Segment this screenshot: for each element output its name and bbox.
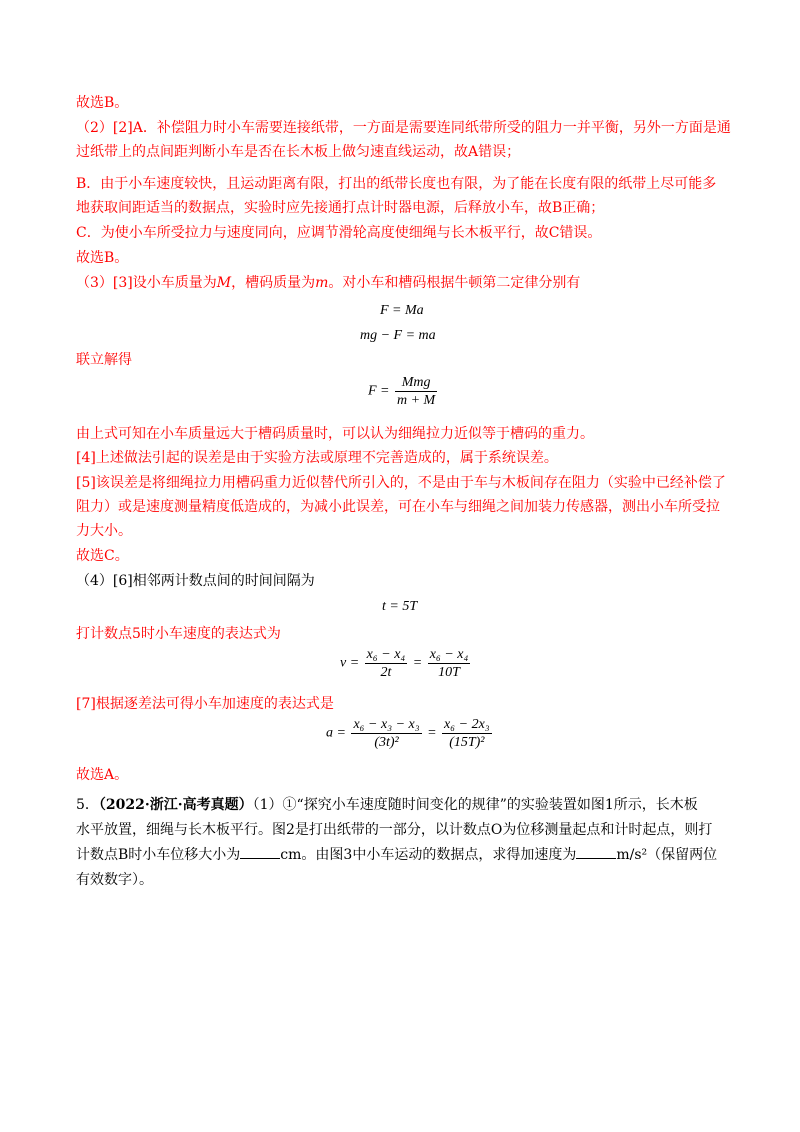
- question-line: 水平放置，细绳与长木板平行。图2是打出纸带的一部分，以计数点O为位移测量起点和计时起点，则打: [76, 822, 713, 838]
- fraction: [351, 716, 421, 751]
- question-number: 5．: [76, 797, 99, 813]
- text-line: 联立解得: [76, 352, 132, 368]
- answer-blank[interactable]: [576, 846, 616, 859]
- numerator: Mmg: [395, 374, 437, 392]
- denominator: (15T)²: [449, 735, 485, 750]
- variable: m: [315, 275, 329, 291]
- equation-newton-weight: mg − F = ma: [360, 328, 436, 343]
- text-line: [4]上述做法引起的误差是由于实验方法或原理不完善造成的，属于系统误差。: [76, 450, 558, 466]
- numerator: x₆ − 2x₃: [444, 717, 490, 732]
- text-line: 地获取间距适当的数据点，实验时应先接通打点计时器电源，后释放小车，故B正确；: [76, 200, 605, 216]
- question-source: （2022·浙江·高考真题）: [98, 797, 253, 813]
- numerator: x₆ − x₄: [429, 647, 469, 662]
- text-span: （3）[3]设小车质量为: [76, 275, 217, 291]
- eq-equals: =: [427, 725, 437, 741]
- text-span: （1）①“探究小车速度随时间变化的规律”的实验装置如图1所示，长木板: [252, 797, 698, 813]
- eq-equals: =: [412, 655, 423, 671]
- denominator: m + M: [397, 393, 436, 408]
- text-line: [5]该误差是将细绳拉力用槽码重力近似替代所引入的，不是由于车与木板间存在阻力（实验中已经补偿了: [76, 475, 726, 491]
- text-span: ，槽码质量为: [231, 275, 316, 291]
- denominator: (3t)²: [374, 735, 399, 750]
- eq-lhs: F =: [368, 383, 390, 399]
- text-line: 故选A。: [76, 767, 129, 783]
- answer-blank[interactable]: [240, 846, 280, 859]
- fraction: [442, 716, 492, 751]
- text-line: B．由于小车速度较快，且运动距离有限，打出的纸带长度也有限，为了能在长度有限的纸带上尽可能多: [76, 176, 717, 192]
- numerator: x₆ − x₃ − x₃: [353, 717, 420, 732]
- text-line: 故选B。: [76, 95, 129, 111]
- question-line: [76, 845, 717, 865]
- text-span: 计数点B时小车位移大小为: [76, 847, 241, 863]
- text-span: 。对小车和槽码根据牛顿第二定律分别有: [328, 275, 581, 291]
- text-line: 阻力）或是速度测量精度低造成的，为减小此误差，可在小车与细绳之间加装力传感器，测出小车所受拉: [76, 499, 720, 515]
- text-line: C．为使小车所受拉力与速度同向，应调节滑轮高度使细绳与长木板平行，故C错误。: [76, 225, 602, 241]
- fraction: [428, 646, 471, 681]
- equation-interval: t = 5T: [382, 599, 418, 614]
- text-line: 由上式可知在小车质量远大于槽码质量时，可以认为细绳拉力近似等于槽码的重力。: [76, 426, 594, 442]
- text-span: m/s²（保留两位: [616, 847, 718, 863]
- variable: M: [216, 275, 232, 291]
- denominator: 10T: [438, 665, 460, 680]
- text-line: （2）[2]A．补偿阻力时小车需要连接纸带，一方面是需要连同纸带所受的阻力一并平衡，另外一方面是通: [76, 120, 731, 136]
- text-line: 打计数点5时小车速度的表达式为: [76, 626, 281, 642]
- denominator: 2t: [380, 665, 392, 680]
- question-line: 有效数字）。: [76, 872, 153, 888]
- equation-acceleration: [326, 716, 494, 751]
- eq-lhs: v =: [340, 655, 360, 671]
- eq-lhs: a =: [326, 725, 346, 741]
- text-line: 故选B。: [76, 250, 129, 266]
- question-line: [76, 795, 698, 815]
- equation-velocity: [340, 646, 472, 681]
- text-line: [7]根据逐差法可得小车加速度的表达式是: [76, 696, 334, 712]
- fraction: [365, 646, 408, 681]
- numerator: x₆ − x₄: [366, 647, 406, 662]
- text-line: （4）[6]相邻两计数点间的时间间隔为: [76, 573, 315, 589]
- equation-newton-car: F = Ma: [380, 303, 424, 318]
- text-line: 过纸带上的点间距判断小车是否在长木板上做匀速直线运动，故A错误；: [76, 144, 521, 160]
- text-line: 故选C。: [76, 548, 129, 564]
- text-span: cm。由图3中小车运动的数据点，求得加速度为: [280, 847, 577, 863]
- fraction: [395, 374, 437, 409]
- equation-tension: [368, 374, 439, 409]
- text-line: [76, 273, 580, 293]
- text-line: 力大小。: [76, 523, 132, 539]
